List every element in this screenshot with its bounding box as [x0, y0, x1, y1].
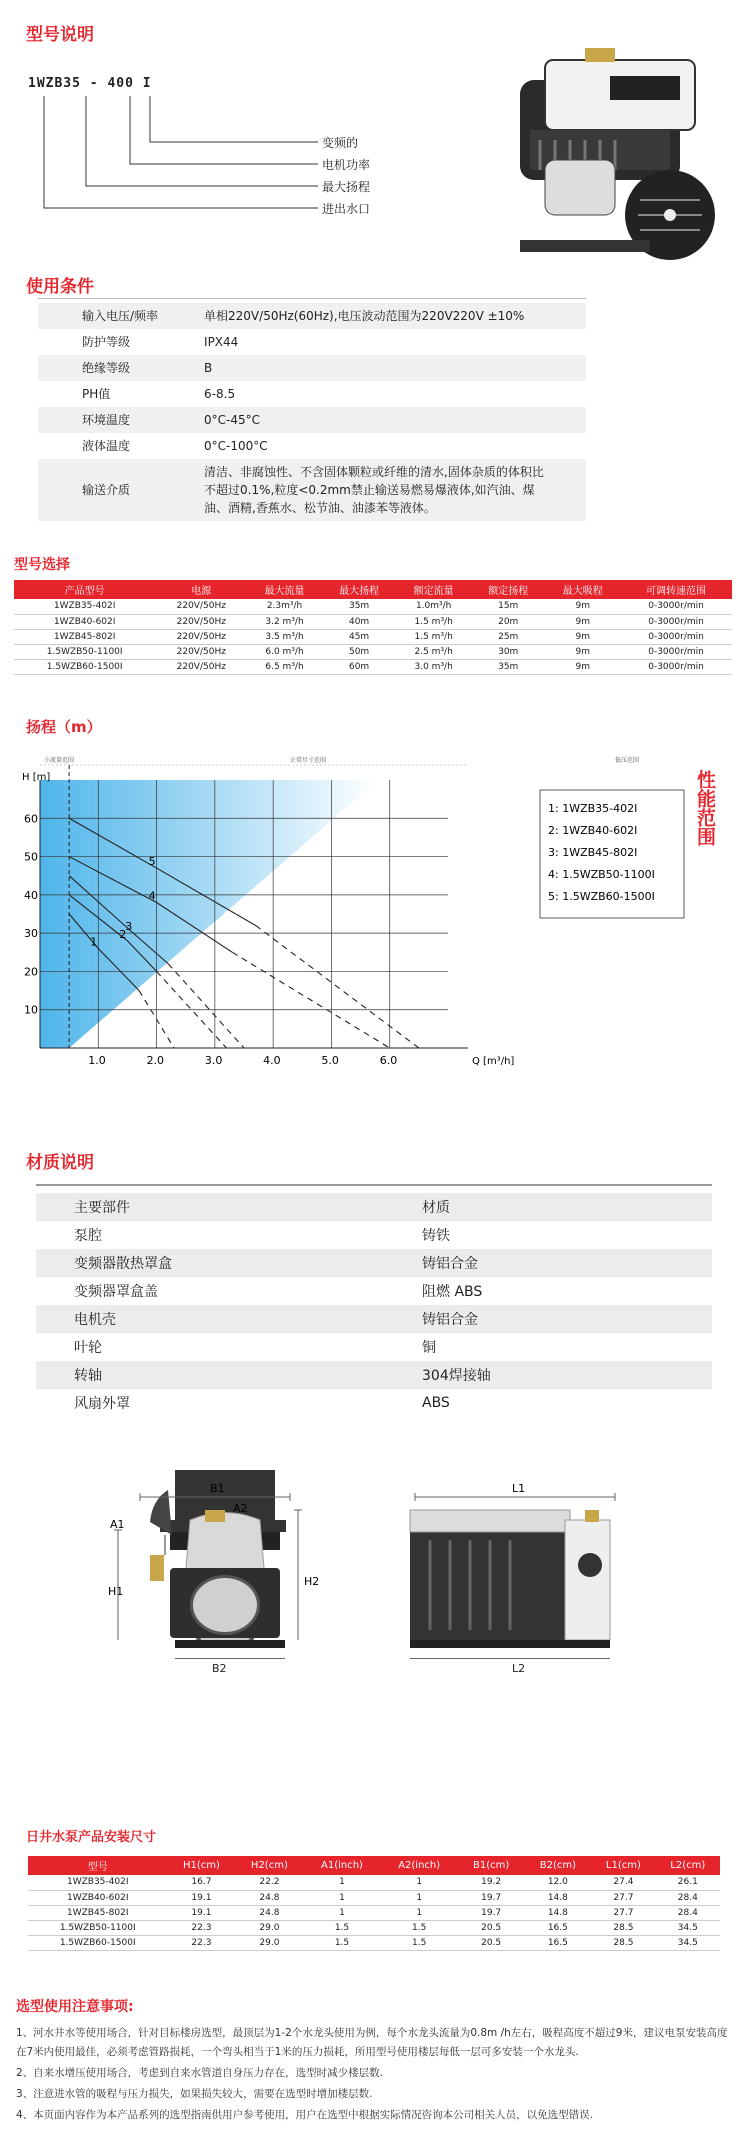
x-tick-label: 6.0 — [379, 1054, 398, 1067]
table-cell: 34.5 — [656, 1935, 720, 1950]
table-cell: 1WZB40-602I — [28, 1890, 167, 1905]
code-label-power: 电机功率 — [322, 158, 371, 172]
install-table — [28, 1856, 720, 1951]
dim-b2: B2 — [212, 1662, 227, 1675]
note-4: 4、本页面内容作为本产品系列的选型指南供用户参考使用，用户在选型中根据实际情况咨询本公司相关人员，以免选型错误. — [16, 2109, 594, 2121]
table-cell: 19.7 — [458, 1890, 525, 1905]
series-label: 5 — [148, 855, 156, 869]
dim-b1: B1 — [210, 1482, 225, 1495]
table-cell: 45m — [322, 629, 397, 644]
zone-label: 低压范围 — [615, 757, 640, 764]
notes-title: 选型使用注意事项: — [16, 1999, 134, 2015]
x-tick-label: 1.0 — [88, 1054, 106, 1067]
table-cell: 19.1 — [167, 1890, 235, 1905]
material-part: 电机壳 — [74, 1312, 116, 1328]
table-cell: 220V/50Hz — [155, 644, 247, 659]
table-cell: 1WZB45-802I — [28, 1905, 167, 1920]
table-cell: 1.5WZB60-1500I — [28, 1935, 167, 1950]
table-cell: 0-3000r/min — [620, 614, 732, 629]
table-cell: 1 — [303, 1890, 380, 1905]
table-cell: 20.5 — [458, 1920, 525, 1935]
table-cell: 19.7 — [458, 1905, 525, 1920]
series-label: 3 — [125, 920, 133, 934]
material-part: 转轴 — [74, 1368, 102, 1384]
x-tick-label: 3.0 — [204, 1054, 223, 1067]
table-cell: 27.4 — [591, 1875, 655, 1890]
table-row — [28, 1920, 720, 1935]
chart-side-title: 性能范围 — [694, 770, 716, 846]
table-cell: 16.7 — [167, 1875, 235, 1890]
materials-title: 材质说明 — [26, 1153, 94, 1173]
table-header: 电源 — [155, 580, 247, 599]
front-view-flange — [190, 1575, 260, 1635]
table-header: 最大吸程 — [546, 580, 621, 599]
table-cell: 6.5 m³/h — [247, 659, 322, 674]
material-part: 风扇外罩 — [74, 1396, 130, 1412]
dim-l1: L1 — [512, 1482, 526, 1495]
x-tick-label: 2.0 — [146, 1054, 165, 1067]
table-cell: 1 — [381, 1890, 458, 1905]
table-row: 液体温度 0°C-100°C — [82, 439, 268, 453]
table-row: PH值 6-8.5 — [82, 387, 236, 401]
material-value: ABS — [422, 1395, 450, 1411]
table-row — [28, 1890, 720, 1905]
conditions-title: 使用条件 — [26, 277, 94, 297]
table-cell: 25m — [471, 629, 546, 644]
y-tick-label: 60 — [24, 812, 38, 826]
table-cell: 50m — [322, 644, 397, 659]
table-cell: 3.5 m³/h — [247, 629, 322, 644]
table-row: 环境温度 0°C-45°C — [38, 407, 586, 433]
table-cell: 27.7 — [591, 1905, 655, 1920]
legend-entry: 3: 1WZB45-802I — [548, 846, 638, 859]
table-cell: 40m — [322, 614, 397, 629]
side-view — [410, 1510, 610, 1640]
material-part: 叶轮 — [74, 1340, 102, 1356]
table-cell: 1.5 m³/h — [396, 614, 471, 629]
y-tick-label: 50 — [24, 850, 38, 864]
legend-entry: 1: 1WZB35-402I — [548, 802, 638, 815]
table-cell: 1WZB45-802I — [14, 629, 155, 644]
table-row: 绝缘等级 B — [38, 355, 586, 381]
table-cell: 0-3000r/min — [620, 629, 732, 644]
table-cell: 1WZB40-602I — [14, 614, 155, 629]
table-cell: 1WZB35-402I — [14, 599, 155, 614]
table-cell: 1.5WZB50-1100I — [14, 644, 155, 659]
table-row: 输入电压/频率 单相220V/50Hz(60Hz),电压波动范围为220V220V ±10% — [38, 303, 586, 329]
material-value: 铸铁 — [422, 1228, 450, 1244]
table-cell: 30m — [471, 644, 546, 659]
table-cell: 29.0 — [235, 1935, 303, 1950]
table-cell: 27.7 — [591, 1890, 655, 1905]
table-header: L1(cm) — [591, 1856, 655, 1875]
table-cell: 2.5 m³/h — [396, 644, 471, 659]
dim-h1: H1 — [108, 1585, 124, 1598]
table-cell: 220V/50Hz — [155, 614, 247, 629]
table-cell: 28.5 — [591, 1935, 655, 1950]
table-cell: 34.5 — [656, 1920, 720, 1935]
code-label-port: 进出水口 — [322, 202, 371, 216]
code-label-head: 最大扬程 — [322, 180, 371, 194]
table-header: H2(cm) — [235, 1856, 303, 1875]
series-label: 2 — [119, 927, 127, 941]
table-cell: 220V/50Hz — [155, 659, 247, 674]
front-view-base — [175, 1640, 285, 1648]
series-label: 1 — [90, 935, 98, 949]
note-2: 2、自来水增压使用场合，考虑到自来水管道自身压力存在，选型时减少楼层数. — [16, 2067, 384, 2079]
table-cell: 12.0 — [525, 1875, 592, 1890]
table-cell: 28.5 — [591, 1920, 655, 1935]
table-cell: 9m — [546, 629, 621, 644]
table-cell: 14.8 — [525, 1905, 592, 1920]
y-tick-label: 40 — [24, 888, 38, 902]
material-value: 铸铝合金 — [422, 1312, 478, 1328]
material-part: 主要部件 — [74, 1200, 130, 1216]
dim-a1: A1 — [110, 1518, 125, 1531]
code-label-vf: 变频的 — [322, 136, 359, 150]
table-cell: 1 — [303, 1875, 380, 1890]
table-cell: 1.5 — [303, 1920, 380, 1935]
x-axis-label: Q [m³/h] — [472, 1056, 515, 1067]
x-tick-label: 5.0 — [321, 1054, 339, 1067]
table-cell: 1.5WZB60-1500I — [14, 659, 155, 674]
table-header: B2(cm) — [525, 1856, 592, 1875]
table-cell: 35m — [471, 659, 546, 674]
note-1: 1、河水井水等使用场合，针对目标楼房选型，最顶层为1-2个水龙头使用为例，每个水龙头流量为0.8m /h左右，吸程高度不超过9米，建议电泵安装高度在7米内使用最佳，必须考虑管路损耗，一个弯头相当于1米的压力损耗，所用型号使用楼层每低一层可多安装一个水龙头. — [16, 2027, 728, 2058]
table-cell: 2.3m³/h — [247, 599, 322, 614]
material-value: 铜 — [422, 1340, 436, 1356]
table-cell: 26.1 — [656, 1875, 720, 1890]
table-header: A2(inch) — [381, 1856, 458, 1875]
table-cell: 60m — [322, 659, 397, 674]
table-cell: 15m — [471, 599, 546, 614]
table-row: 防护等级 IPX44 — [82, 335, 239, 349]
install-title: 日井水泵产品安装尺寸 — [26, 1830, 157, 1845]
table-cell: 9m — [546, 614, 621, 629]
x-tick-label: 4.0 — [263, 1054, 281, 1067]
table-cell: 220V/50Hz — [155, 629, 247, 644]
table-cell: 1.5WZB50-1100I — [28, 1920, 167, 1935]
side-view-base — [410, 1640, 610, 1648]
model-code: 1WZB35 - 400 I — [28, 76, 152, 91]
table-header: 产品型号 — [14, 580, 155, 599]
table-row — [28, 1905, 720, 1920]
material-part: 变频器罩盒盖 — [74, 1284, 158, 1300]
table-header: H1(cm) — [167, 1856, 235, 1875]
table-cell: 0-3000r/min — [620, 659, 732, 674]
table-cell: 14.8 — [525, 1890, 592, 1905]
model-explanation-title: 型号说明 — [26, 25, 94, 45]
zone-label: 小流量范围 — [44, 757, 75, 764]
table-header: 型号 — [28, 1856, 167, 1875]
table-cell: 9m — [546, 599, 621, 614]
table-header: B1(cm) — [458, 1856, 525, 1875]
table-cell: 22.3 — [167, 1935, 235, 1950]
material-value: 304焊接轴 — [422, 1368, 491, 1384]
table-cell: 3.0 m³/h — [396, 659, 471, 674]
legend-entry: 4: 1.5WZB50-1100I — [548, 868, 655, 881]
chart-title: 扬程（m） — [26, 718, 102, 736]
table-cell: 1 — [303, 1905, 380, 1920]
table-cell: 1.5 — [381, 1920, 458, 1935]
table-cell: 24.8 — [235, 1905, 303, 1920]
table-cell: 29.0 — [235, 1920, 303, 1935]
table-header: 可调转速范围 — [620, 580, 732, 599]
table-cell: 24.8 — [235, 1890, 303, 1905]
dim-b2-line — [175, 1658, 285, 1659]
dim-l2-line — [410, 1658, 610, 1659]
table-row — [28, 1875, 720, 1890]
table-cell: 1 — [381, 1875, 458, 1890]
table-cell: 3.2 m³/h — [247, 614, 322, 629]
table-header: L2(cm) — [656, 1856, 720, 1875]
material-value: 材质 — [422, 1200, 450, 1216]
table-header: 最大流量 — [247, 580, 322, 599]
table-cell: 9m — [546, 659, 621, 674]
y-axis-label: H [m] — [22, 772, 51, 783]
table-cell: 0-3000r/min — [620, 599, 732, 614]
material-value: 阻燃 ABS — [422, 1284, 483, 1300]
table-cell: 0-3000r/min — [620, 644, 732, 659]
table-cell: 1.5 — [303, 1935, 380, 1950]
table-header: 额定流量 — [396, 580, 471, 599]
table-cell: 28.4 — [656, 1890, 720, 1905]
table-cell: 16.5 — [525, 1935, 592, 1950]
table-cell: 20m — [471, 614, 546, 629]
table-header-row — [28, 1856, 720, 1875]
dim-l2: L2 — [512, 1662, 526, 1675]
table-cell: 1.5 m³/h — [396, 629, 471, 644]
legend-entry: 5: 1.5WZB60-1500I — [548, 890, 655, 903]
series-label: 4 — [148, 889, 156, 903]
table-cell: 1.0m³/h — [396, 599, 471, 614]
table-row — [28, 1935, 720, 1950]
material-value: 铸铝合金 — [422, 1256, 478, 1272]
table-cell: 6.0 m³/h — [247, 644, 322, 659]
selection-title: 型号选择 — [14, 557, 70, 573]
table-row: 输送介质 清洁、非腐蚀性、不含固体颗粒或纤维的清水,固体杂质的体积比不超过0.1%,粒度<0.2mm禁止输送易燃易爆液体,如汽油、煤油、酒精,香蕉水、松节油、油漆苯等液体。 — [38, 459, 586, 521]
table-cell: 22.3 — [167, 1920, 235, 1935]
y-tick-label: 20 — [24, 965, 38, 979]
zone-label: 正常尽寸范围 — [290, 757, 327, 764]
table-cell: 1.5 — [381, 1935, 458, 1950]
table-cell: 20.5 — [458, 1935, 525, 1950]
y-tick-label: 10 — [24, 1003, 38, 1017]
table-cell: 16.5 — [525, 1920, 592, 1935]
table-header: 额定扬程 — [471, 580, 546, 599]
table-cell: 220V/50Hz — [155, 599, 247, 614]
legend-entry: 2: 1WZB40-602I — [548, 824, 638, 837]
note-3: 3、注意进水管的吸程与压力损失，如果损失较大，需要在选型时增加楼层数. — [16, 2088, 373, 2100]
table-cell: 22.2 — [235, 1875, 303, 1890]
y-tick-label: 30 — [24, 927, 38, 941]
table-cell: 1WZB35-402I — [28, 1875, 167, 1890]
material-part: 变频器散热罩盒 — [74, 1256, 172, 1272]
material-part: 泵腔 — [74, 1228, 102, 1244]
table-cell: 19.1 — [167, 1905, 235, 1920]
table-header: A1(inch) — [303, 1856, 380, 1875]
table-cell: 9m — [546, 644, 621, 659]
dim-h2: H2 — [304, 1575, 320, 1588]
table-cell: 1 — [381, 1905, 458, 1920]
table-cell: 28.4 — [656, 1905, 720, 1920]
table-cell: 19.2 — [458, 1875, 525, 1890]
table-cell: 35m — [322, 599, 397, 614]
table-header: 最大扬程 — [322, 580, 397, 599]
dim-a2: A2 — [233, 1502, 248, 1515]
